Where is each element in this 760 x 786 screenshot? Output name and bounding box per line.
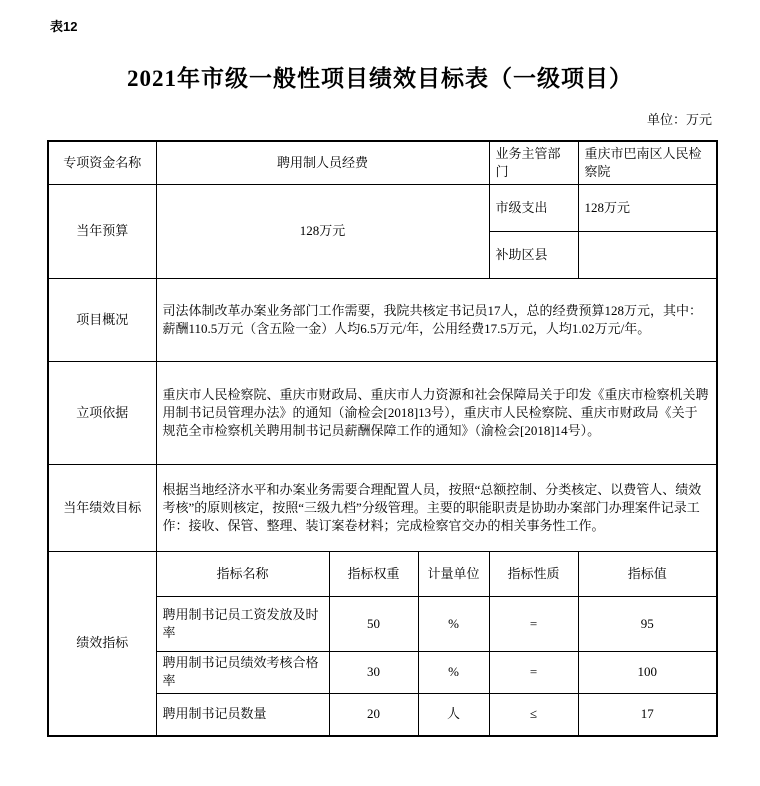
indicator-unit-cell: 人	[418, 693, 489, 736]
indicator-name-cell: 聘用制书记员数量	[156, 693, 329, 736]
indicator-weight-cell: 50	[329, 596, 418, 651]
indicator-name-cell: 聘用制书记员绩效考核合格率	[156, 651, 329, 693]
target-label-cell: 当年绩效目标	[48, 464, 156, 551]
table-row	[48, 464, 717, 551]
special-fund-value-cell: 聘用制人员经费	[156, 141, 489, 184]
indicator-unit-cell: %	[418, 596, 489, 651]
subsidy-value-cell	[578, 231, 717, 278]
basis-text-cell: 重庆市人民检察院、重庆市财政局、重庆市人力资源和社会保障局关于印发《重庆市检察机关聘用制书记员管理办法》的通知（渝检会[2018]13号），重庆市人民检察院、重庆市财政局《关于规范全市检察机关聘用制书记员薪酬保障工作的通知》（渝检会[2018]14号）。	[156, 361, 717, 464]
indicator-header-row	[48, 551, 717, 596]
indicator-name-cell: 聘用制书记员工资发放及时率	[156, 596, 329, 651]
budget-label-cell: 当年预算	[48, 184, 156, 278]
indicator-nature-cell: ≤	[489, 693, 578, 736]
subsidy-label-cell: 补助区县	[489, 231, 578, 278]
indicator-header-value: 指标值	[578, 551, 717, 596]
unit-note: 单位：万元	[646, 112, 712, 127]
indicator-nature-cell: =	[489, 651, 578, 693]
table-number-label: 表12	[50, 19, 78, 34]
indicator-weight-cell: 30	[329, 651, 418, 693]
indicators-section-label-cell: 绩效指标	[48, 551, 156, 736]
special-fund-label-cell: 专项资金名称	[48, 141, 156, 184]
table-row	[48, 361, 717, 464]
indicator-value-cell: 17	[578, 693, 717, 736]
indicator-weight-cell: 20	[329, 693, 418, 736]
indicator-value-cell: 100	[578, 651, 717, 693]
table-row	[48, 184, 717, 231]
city-expense-label-cell: 市级支出	[489, 184, 578, 231]
indicator-unit-cell: %	[418, 651, 489, 693]
basis-label-cell: 立项依据	[48, 361, 156, 464]
indicator-header-unit: 计量单位	[418, 551, 489, 596]
indicator-nature-cell: =	[489, 596, 578, 651]
table-row	[48, 278, 717, 361]
indicator-header-name: 指标名称	[156, 551, 329, 596]
indicator-header-weight: 指标权重	[329, 551, 418, 596]
overview-label-cell: 项目概况	[48, 278, 156, 361]
dept-value-cell: 重庆市巴南区人民检察院	[578, 141, 717, 184]
target-text-cell: 根据当地经济水平和办案业务需要合理配置人员，按照“总额控制、分类核定、以费管人、绩效考核”的原则核定，按照“三级九档”分级管理。主要的职能职责是协助办案部门办理案件记录工作：接收、保管、整理、装订案卷材料；完成检察官交办的相关事务性工作。	[156, 464, 717, 551]
overview-text-cell: 司法体制改革办案业务部门工作需要，我院共核定书记员17人，总的经费预算128万元，其中：薪酬110.5万元（含五险一金）人均6.5万元/年，公用经费17.5万元，人均1.02万元/年。	[156, 278, 717, 361]
performance-target-table	[47, 140, 718, 737]
city-expense-value-cell: 128万元	[578, 184, 717, 231]
budget-value-cell: 128万元	[156, 184, 489, 278]
indicator-value-cell: 95	[578, 596, 717, 651]
page-title: 2021年市级一般性项目绩效目标表（一级项目）	[127, 66, 633, 91]
indicator-header-nature: 指标性质	[489, 551, 578, 596]
table-row	[48, 141, 717, 184]
dept-label-cell: 业务主管部门	[489, 141, 578, 184]
